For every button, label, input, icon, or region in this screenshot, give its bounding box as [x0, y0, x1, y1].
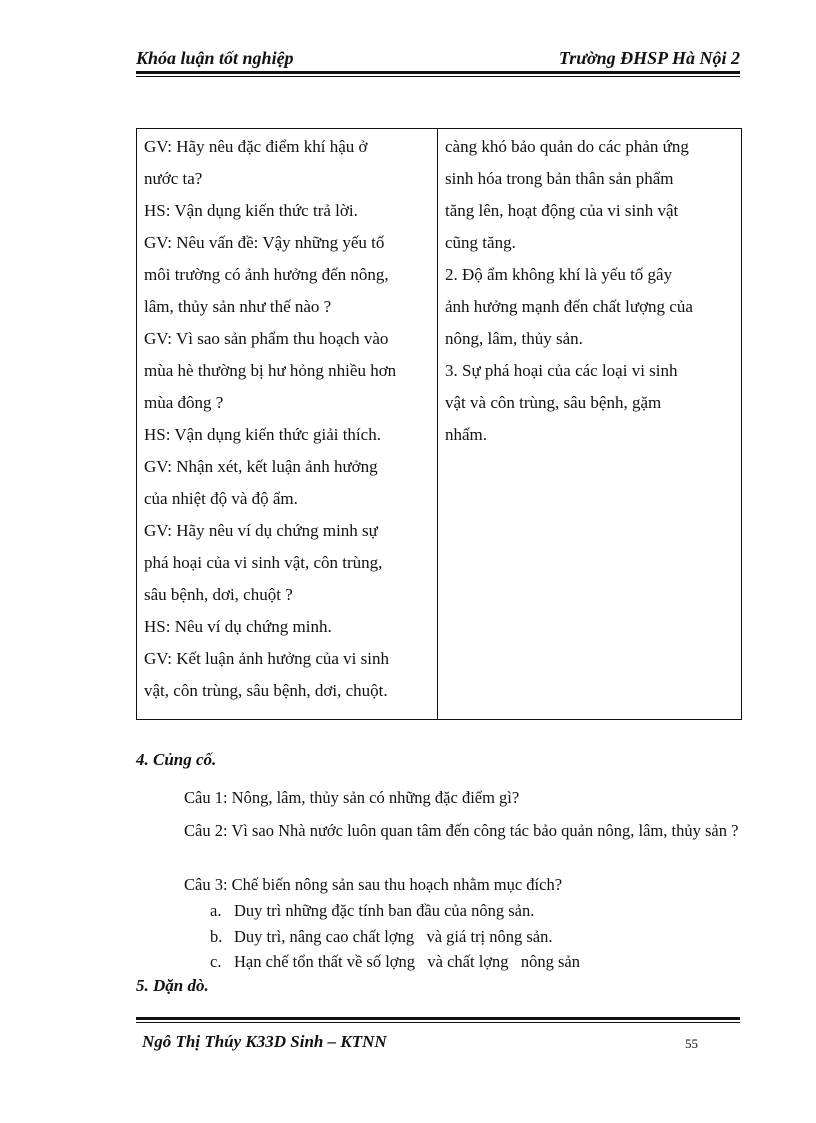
- activity-line: vật, côn trùng, sâu bệnh, dơi, chuột.: [144, 681, 388, 700]
- activity-line: lâm, thủy sản như thế nào ?: [144, 297, 332, 316]
- option-b: [210, 927, 552, 947]
- option-a: [210, 901, 534, 921]
- option-c-text: Hạn chế tổn thất về số lợng và chất lợng nông sản: [234, 952, 581, 971]
- content-line: nhấm.: [445, 425, 488, 444]
- activity-line: GV: Hãy nêu đặc điểm khí hậu ở: [144, 137, 368, 156]
- page-header: [136, 48, 740, 70]
- content-line: sinh hóa trong bản thân sản phẩm: [445, 169, 674, 188]
- question-2: Câu 2: Vì sao Nhà nước luôn quan tâm đến công tác bảo quản nông, lâm, thủy sản ?: [184, 821, 739, 840]
- content-line: nông, lâm, thủy sản.: [445, 329, 583, 348]
- content-line: 3. Sự phá hoại của các loại vi sinh: [445, 361, 678, 380]
- content-line: càng khó bảo quản do các phản ứng: [445, 137, 689, 156]
- question-3: Câu 3: Chế biến nông sản sau thu hoạch nhằm mục đích?: [184, 875, 563, 894]
- content-line: cũng tăng.: [445, 233, 516, 252]
- activity-line: HS: Vận dụng kiến thức trả lời.: [144, 201, 358, 220]
- activity-line: phá hoại của vi sinh vật, côn trùng,: [144, 553, 383, 572]
- header-rule-thin: [136, 76, 740, 77]
- activity-line: môi trường có ảnh hưởng đến nông,: [144, 265, 389, 284]
- activity-line: sâu bệnh, dơi, chuột ?: [144, 585, 293, 604]
- content-line: tăng lên, hoạt động của vi sinh vật: [445, 201, 679, 220]
- option-a-text: Duy trì những đặc tính ban đầu của nông sản.: [234, 901, 535, 920]
- content-line: 2. Độ ẩm không khí là yếu tố gây: [445, 265, 673, 284]
- activity-line: GV: Vì sao sản phẩm thu hoạch vào: [144, 329, 389, 348]
- header-right-title: Trường ĐHSP Hà Nội 2: [558, 48, 740, 68]
- teacher-student-activity-cell: [137, 129, 438, 720]
- activity-line: HS: Vận dụng kiến thức giải thích.: [144, 425, 381, 444]
- activity-line: mùa đông ?: [144, 393, 224, 412]
- activity-line: GV: Kết luận ảnh hưởng của vi sinh: [144, 649, 389, 668]
- activity-line: GV: Hãy nêu ví dụ chứng minh sự: [144, 521, 378, 540]
- footer-author: Ngô Thị Thúy K33D Sinh – KTNN: [142, 1032, 387, 1051]
- activity-line: GV: Nhận xét, kết luận ảnh hưởng: [144, 457, 378, 476]
- activity-line: HS: Nêu ví dụ chứng minh.: [144, 617, 332, 636]
- header-left-title: Khóa luận tốt nghiệp: [136, 48, 294, 68]
- section-4-title: 4. Củng cố.: [136, 750, 217, 769]
- option-b-text: Duy trì, nâng cao chất lợng và giá trị nông sản.: [234, 927, 553, 946]
- question-1: Câu 1: Nông, lâm, thủy sản có những đặc điểm gì?: [184, 788, 520, 807]
- table-row: [137, 129, 742, 720]
- header-rule-thick: [136, 71, 740, 74]
- page-number: 55: [685, 1036, 698, 1051]
- activity-line: của nhiệt độ và độ ẩm.: [144, 489, 298, 508]
- activity-line: nước ta?: [144, 169, 203, 188]
- option-c: [210, 952, 580, 972]
- footer-rule-thick: [136, 1017, 740, 1020]
- option-b-label: b.: [210, 927, 223, 946]
- activity-line: mùa hè thường bị hư hỏng nhiều hơn: [144, 361, 397, 380]
- lesson-table: [136, 128, 742, 720]
- option-c-label: c.: [210, 952, 222, 971]
- content-line: ảnh hưởng mạnh đến chất lượng của: [445, 297, 693, 316]
- footer-rule-thin: [136, 1022, 740, 1023]
- activity-line: GV: Nêu vấn đề: Vậy những yếu tố: [144, 233, 385, 252]
- content-line: vật và côn trùng, sâu bệnh, gặm: [445, 393, 662, 412]
- option-a-label: a.: [210, 901, 222, 920]
- content-cell: [438, 129, 742, 720]
- section-5-title: 5. Dặn dò.: [136, 976, 209, 995]
